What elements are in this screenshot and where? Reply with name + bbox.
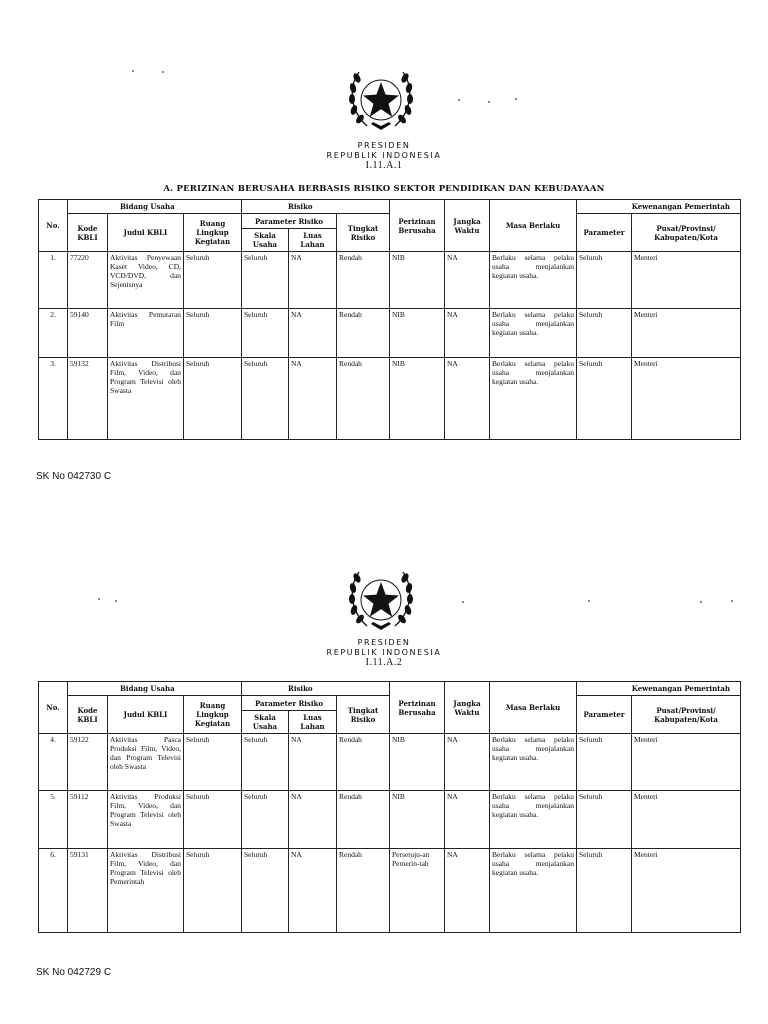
cell-parameter: Seluruh bbox=[577, 252, 632, 309]
col-tingkat-risiko: Tingkat Risiko bbox=[337, 696, 390, 734]
cell-no: 4. bbox=[39, 734, 68, 791]
cell-tingkat: Rendah bbox=[337, 358, 390, 440]
cell-jangka: NA bbox=[445, 358, 490, 440]
cell-pusat: Menteri bbox=[632, 734, 741, 791]
cell-kode: 59122 bbox=[68, 734, 108, 791]
scan-speck bbox=[731, 600, 733, 602]
cell-ruang: Seluruh bbox=[184, 734, 242, 791]
col-judul-kbli: Judul KBLI bbox=[108, 696, 184, 734]
table-row bbox=[39, 358, 741, 440]
cell-tingkat: Rendah bbox=[337, 791, 390, 849]
scan-speck bbox=[462, 601, 464, 603]
col-parameter: Parameter bbox=[577, 214, 632, 252]
presiden-label: PRESIDEN bbox=[357, 638, 411, 647]
cell-luas: NA bbox=[289, 252, 337, 309]
cell-jangka: NA bbox=[445, 791, 490, 849]
presiden-label: PRESIDEN bbox=[357, 141, 411, 150]
scan-speck bbox=[458, 99, 460, 101]
col-masa-berlaku: Masa Berlaku bbox=[490, 200, 577, 252]
cell-tingkat: Rendah bbox=[337, 309, 390, 358]
col-perizinan-berusaha: Perizinan Berusaha bbox=[390, 200, 445, 252]
cell-parameter: Seluruh bbox=[577, 791, 632, 849]
page-code: I.11.A.1 bbox=[365, 160, 403, 171]
table-row bbox=[39, 252, 741, 309]
cell-kode: 59131 bbox=[68, 849, 108, 933]
cell-perizinan: NIB bbox=[390, 734, 445, 791]
col-bidang-usaha: Bidang Usaha bbox=[68, 682, 242, 696]
cell-parameter: Seluruh bbox=[577, 734, 632, 791]
section-heading: A. PERIZINAN BERUSAHA BERBASIS RISIKO SEKTOR PENDIDIKAN DAN KEBUDAYAAN bbox=[163, 184, 605, 194]
col-kode-kbli: Kode KBLI bbox=[68, 696, 108, 734]
cell-masa: Berlaku selama pelaku usaha menjalankan kegiatan usaha. bbox=[490, 252, 577, 309]
cell-masa: Berlaku selama pelaku usaha menjalankan kegiatan usaha. bbox=[490, 849, 577, 933]
col-parameter: Parameter bbox=[577, 696, 632, 734]
col-tingkat-risiko: Tingkat Risiko bbox=[337, 214, 390, 252]
col-bidang-usaha: Bidang Usaha bbox=[68, 200, 242, 214]
cell-skala: Seluruh bbox=[242, 734, 289, 791]
cell-pusat: Menteri bbox=[632, 358, 741, 440]
col-pusat: Pusat/Provinsi/ Kabupaten/Kota bbox=[632, 696, 741, 734]
cell-parameter: Seluruh bbox=[577, 309, 632, 358]
cell-luas: NA bbox=[289, 734, 337, 791]
table-row bbox=[39, 849, 741, 933]
republik-label: REPUBLIK INDONESIA bbox=[326, 648, 442, 657]
cell-judul: Aktivitas Produksi Film, Video, dan Program Televisi oleh Swasta bbox=[108, 791, 184, 849]
cell-tingkat: Rendah bbox=[337, 252, 390, 309]
cell-ruang: Seluruh bbox=[184, 358, 242, 440]
cell-jangka: NA bbox=[445, 309, 490, 358]
cell-no: 5. bbox=[39, 791, 68, 849]
scan-speck bbox=[700, 601, 702, 603]
cell-no: 1. bbox=[39, 252, 68, 309]
cell-luas: NA bbox=[289, 791, 337, 849]
col-kode-kbli: Kode KBLI bbox=[68, 214, 108, 252]
scan-speck bbox=[588, 600, 590, 602]
cell-kode: 59132 bbox=[68, 358, 108, 440]
cell-perizinan: NIB bbox=[390, 252, 445, 309]
cell-perizinan: NIB bbox=[390, 309, 445, 358]
col-masa-berlaku: Masa Berlaku bbox=[490, 682, 577, 734]
cell-no: 3. bbox=[39, 358, 68, 440]
scan-speck bbox=[115, 600, 117, 602]
col-risiko: Risiko bbox=[242, 682, 390, 696]
cell-skala: Seluruh bbox=[242, 309, 289, 358]
cell-kode: 59140 bbox=[68, 309, 108, 358]
cell-jangka: NA bbox=[445, 734, 490, 791]
cell-ruang: Seluruh bbox=[184, 849, 242, 933]
republik-label: REPUBLIK INDONESIA bbox=[326, 151, 442, 160]
scan-speck bbox=[132, 70, 134, 72]
sk-number-footer: SK No 042730 C bbox=[36, 471, 112, 482]
cell-judul: Aktivitas Distribusi Film, Video, dan Program Televisi oleh Swasta bbox=[108, 358, 184, 440]
cell-judul: Aktivitas Distribusi Film, Video, dan Program Televisi oleh Pemerintah bbox=[108, 849, 184, 933]
cell-judul: Aktivitas Pasca Produksi Film, Video, dan Program Televisi oleh Swasta bbox=[108, 734, 184, 791]
cell-kode: 59112 bbox=[68, 791, 108, 849]
cell-perizinan: NIB bbox=[390, 791, 445, 849]
cell-judul: Aktivitas Penyewaan Kaset Video, CD, VCD/DVD, dan Sejenisnya bbox=[108, 252, 184, 309]
cell-parameter: Seluruh bbox=[577, 358, 632, 440]
cell-pusat: Menteri bbox=[632, 309, 741, 358]
cell-pusat: Menteri bbox=[632, 849, 741, 933]
col-no: No. bbox=[39, 200, 68, 252]
col-judul-kbli: Judul KBLI bbox=[108, 214, 184, 252]
col-skala-usaha: Skala Usaha bbox=[242, 711, 289, 734]
kbli-table-1 bbox=[38, 199, 741, 440]
cell-jangka: NA bbox=[445, 252, 490, 309]
cell-ruang: Seluruh bbox=[184, 252, 242, 309]
cell-tingkat: Rendah bbox=[337, 849, 390, 933]
cell-jangka: NA bbox=[445, 849, 490, 933]
cell-tingkat: Rendah bbox=[337, 734, 390, 791]
table-row bbox=[39, 734, 741, 791]
col-risiko: Risiko bbox=[242, 200, 390, 214]
cell-judul: Aktivitas Pemutaran Film bbox=[108, 309, 184, 358]
cell-skala: Seluruh bbox=[242, 358, 289, 440]
scan-speck bbox=[98, 598, 100, 600]
col-luas-lahan: Luas Lahan bbox=[289, 711, 337, 734]
col-perizinan-berusaha: Perizinan Berusaha bbox=[390, 682, 445, 734]
cell-skala: Seluruh bbox=[242, 849, 289, 933]
cell-masa: Berlaku selama pelaku usaha menjalankan kegiatan usaha. bbox=[490, 309, 577, 358]
sk-number-footer: SK No 042729 C bbox=[36, 967, 112, 978]
kbli-table-2 bbox=[38, 681, 741, 933]
cell-luas: NA bbox=[289, 849, 337, 933]
cell-ruang: Seluruh bbox=[184, 309, 242, 358]
scan-speck bbox=[488, 101, 490, 103]
cell-no: 6. bbox=[39, 849, 68, 933]
garuda-star-emblem-icon bbox=[345, 64, 417, 134]
table-row bbox=[39, 791, 741, 849]
cell-parameter: Seluruh bbox=[577, 849, 632, 933]
col-no: No. bbox=[39, 682, 68, 734]
col-kewenangan: Kewenangan Pemerintah bbox=[577, 682, 741, 696]
col-parameter-risiko: Parameter Risiko bbox=[242, 696, 337, 711]
cell-luas: NA bbox=[289, 358, 337, 440]
cell-pusat: Menteri bbox=[632, 252, 741, 309]
cell-masa: Berlaku selama pelaku usaha menjalankan kegiatan usaha. bbox=[490, 358, 577, 440]
col-luas-lahan: Luas Lahan bbox=[289, 229, 337, 252]
page-code: I.11.A.2 bbox=[365, 657, 403, 668]
cell-masa: Berlaku selama pelaku usaha menjalankan kegiatan usaha. bbox=[490, 734, 577, 791]
cell-luas: NA bbox=[289, 309, 337, 358]
col-ruang-lingkup: Ruang Lingkup Kegiatan bbox=[184, 214, 242, 252]
col-jangka-waktu: Jangka Waktu bbox=[445, 200, 490, 252]
col-skala-usaha: Skala Usaha bbox=[242, 229, 289, 252]
col-pusat: Pusat/Provinsi/ Kabupaten/Kota bbox=[632, 214, 741, 252]
scan-speck bbox=[162, 71, 164, 73]
cell-no: 2. bbox=[39, 309, 68, 358]
cell-skala: Seluruh bbox=[242, 791, 289, 849]
cell-skala: Seluruh bbox=[242, 252, 289, 309]
col-jangka-waktu: Jangka Waktu bbox=[445, 682, 490, 734]
col-parameter-risiko: Parameter Risiko bbox=[242, 214, 337, 229]
cell-perizinan: NIB bbox=[390, 358, 445, 440]
table-row bbox=[39, 309, 741, 358]
col-ruang-lingkup: Ruang Lingkup Kegiatan bbox=[184, 696, 242, 734]
cell-perizinan: Persetuju-an Pemerin-tah bbox=[390, 849, 445, 933]
cell-masa: Berlaku selama pelaku usaha menjalankan kegiatan usaha. bbox=[490, 791, 577, 849]
col-kewenangan: Kewenangan Pemerintah bbox=[577, 200, 741, 214]
cell-kode: 77220 bbox=[68, 252, 108, 309]
scan-speck bbox=[515, 98, 517, 100]
cell-ruang: Seluruh bbox=[184, 791, 242, 849]
garuda-star-emblem-icon bbox=[345, 564, 417, 634]
cell-pusat: Menteri bbox=[632, 791, 741, 849]
